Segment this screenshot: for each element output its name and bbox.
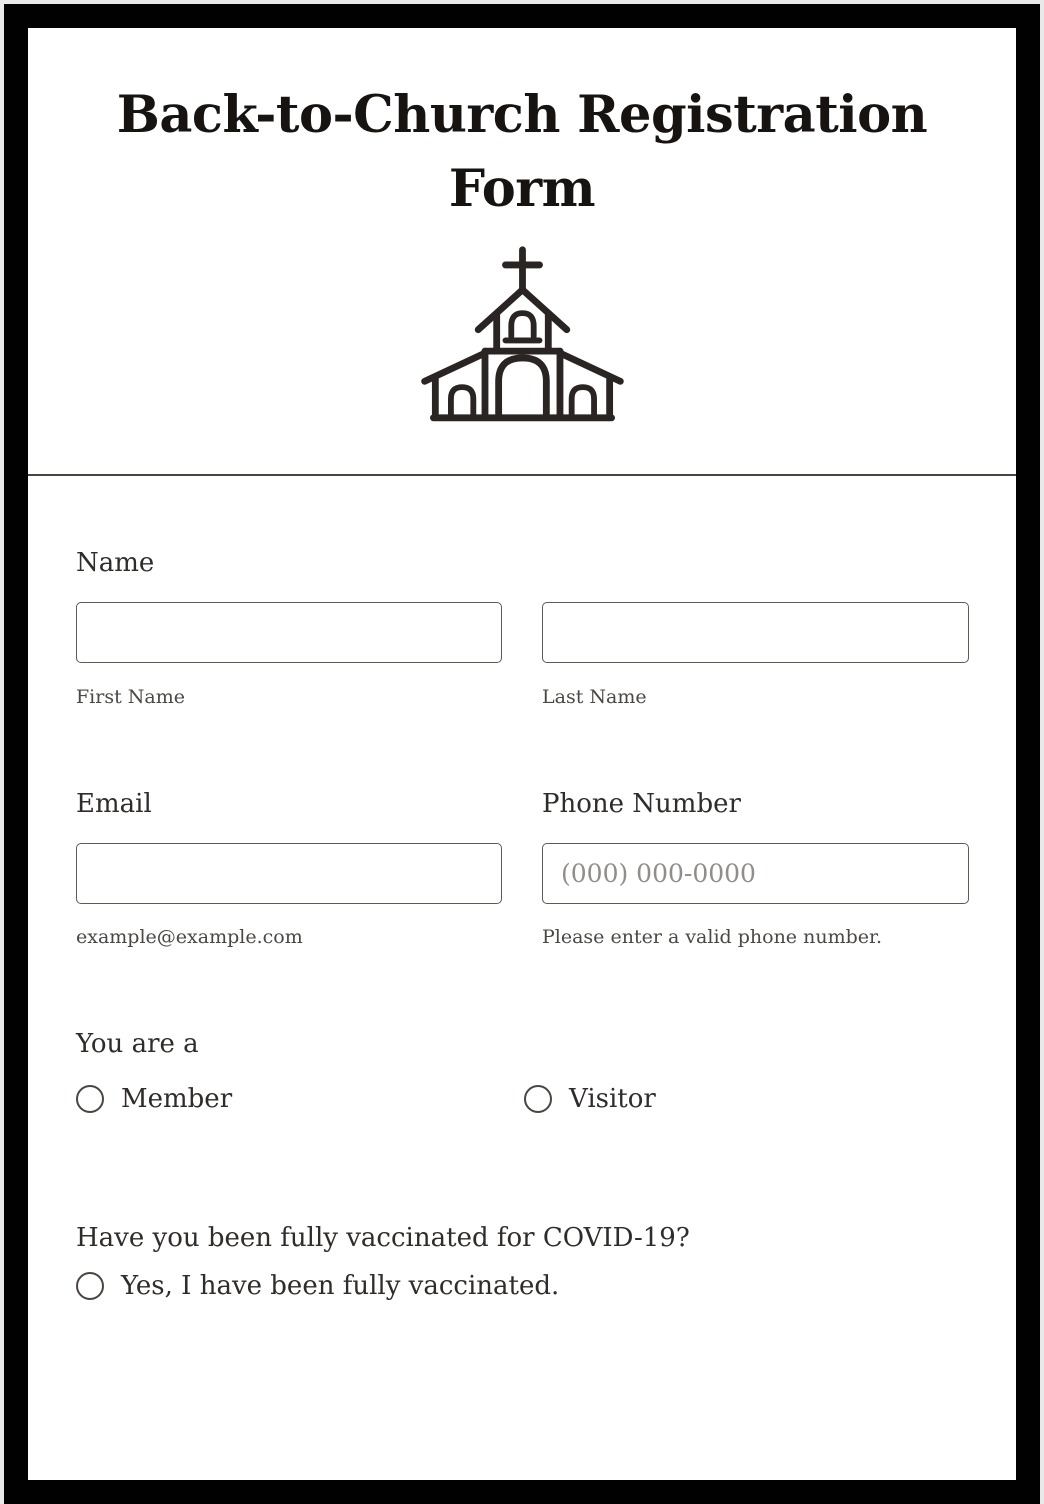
email-col: [76, 787, 502, 950]
name-field: [76, 546, 970, 710]
last-name-sublabel: Last Name: [542, 686, 647, 708]
last-name-input[interactable]: [542, 602, 969, 663]
contact-fields: [76, 787, 970, 950]
form-header: [28, 28, 1016, 429]
church-icon: [28, 244, 1016, 429]
radio-button-icon[interactable]: [524, 1085, 552, 1113]
form-title: [28, 78, 1016, 226]
phone-sublabel: Please enter a valid phone number.: [542, 926, 883, 948]
email-sublabel: example@example.com: [76, 926, 303, 948]
radio-option-member[interactable]: [76, 1084, 524, 1114]
radio-option-visitor-label: Visitor: [569, 1084, 656, 1114]
last-name-col: [542, 602, 969, 710]
first-name-input[interactable]: [76, 602, 502, 663]
form-title-line1: Back-to-Church Registration: [116, 85, 928, 145]
vaccinated-options: [76, 1271, 970, 1301]
radio-option-vaccinated-yes-label: Yes, I have been fully vaccinated.: [121, 1271, 560, 1301]
radio-option-vaccinated-yes[interactable]: [76, 1271, 559, 1301]
vaccinated-field: [76, 1221, 970, 1301]
first-name-col: [76, 602, 502, 710]
header-divider: [28, 474, 1016, 476]
vaccinated-label: Have you been fully vaccinated for COVID-19?: [76, 1223, 690, 1253]
radio-button-icon[interactable]: [76, 1272, 104, 1300]
phone-input[interactable]: [542, 843, 969, 904]
email-input[interactable]: [76, 843, 502, 904]
first-name-sublabel: First Name: [76, 686, 185, 708]
email-label: Email: [76, 789, 152, 819]
phone-label: Phone Number: [542, 789, 741, 819]
radio-option-member-label: Member: [121, 1084, 233, 1114]
member-type-label: You are a: [76, 1029, 199, 1059]
phone-col: [542, 787, 969, 950]
member-type-field: [76, 1027, 970, 1114]
radio-option-visitor[interactable]: [524, 1084, 656, 1114]
form-title-line2: Form: [448, 159, 596, 219]
form-body: [28, 546, 1016, 1301]
form-card: [4, 4, 1040, 1504]
radio-button-icon[interactable]: [76, 1085, 104, 1113]
member-type-options: [76, 1084, 970, 1114]
name-label: Name: [76, 548, 155, 578]
